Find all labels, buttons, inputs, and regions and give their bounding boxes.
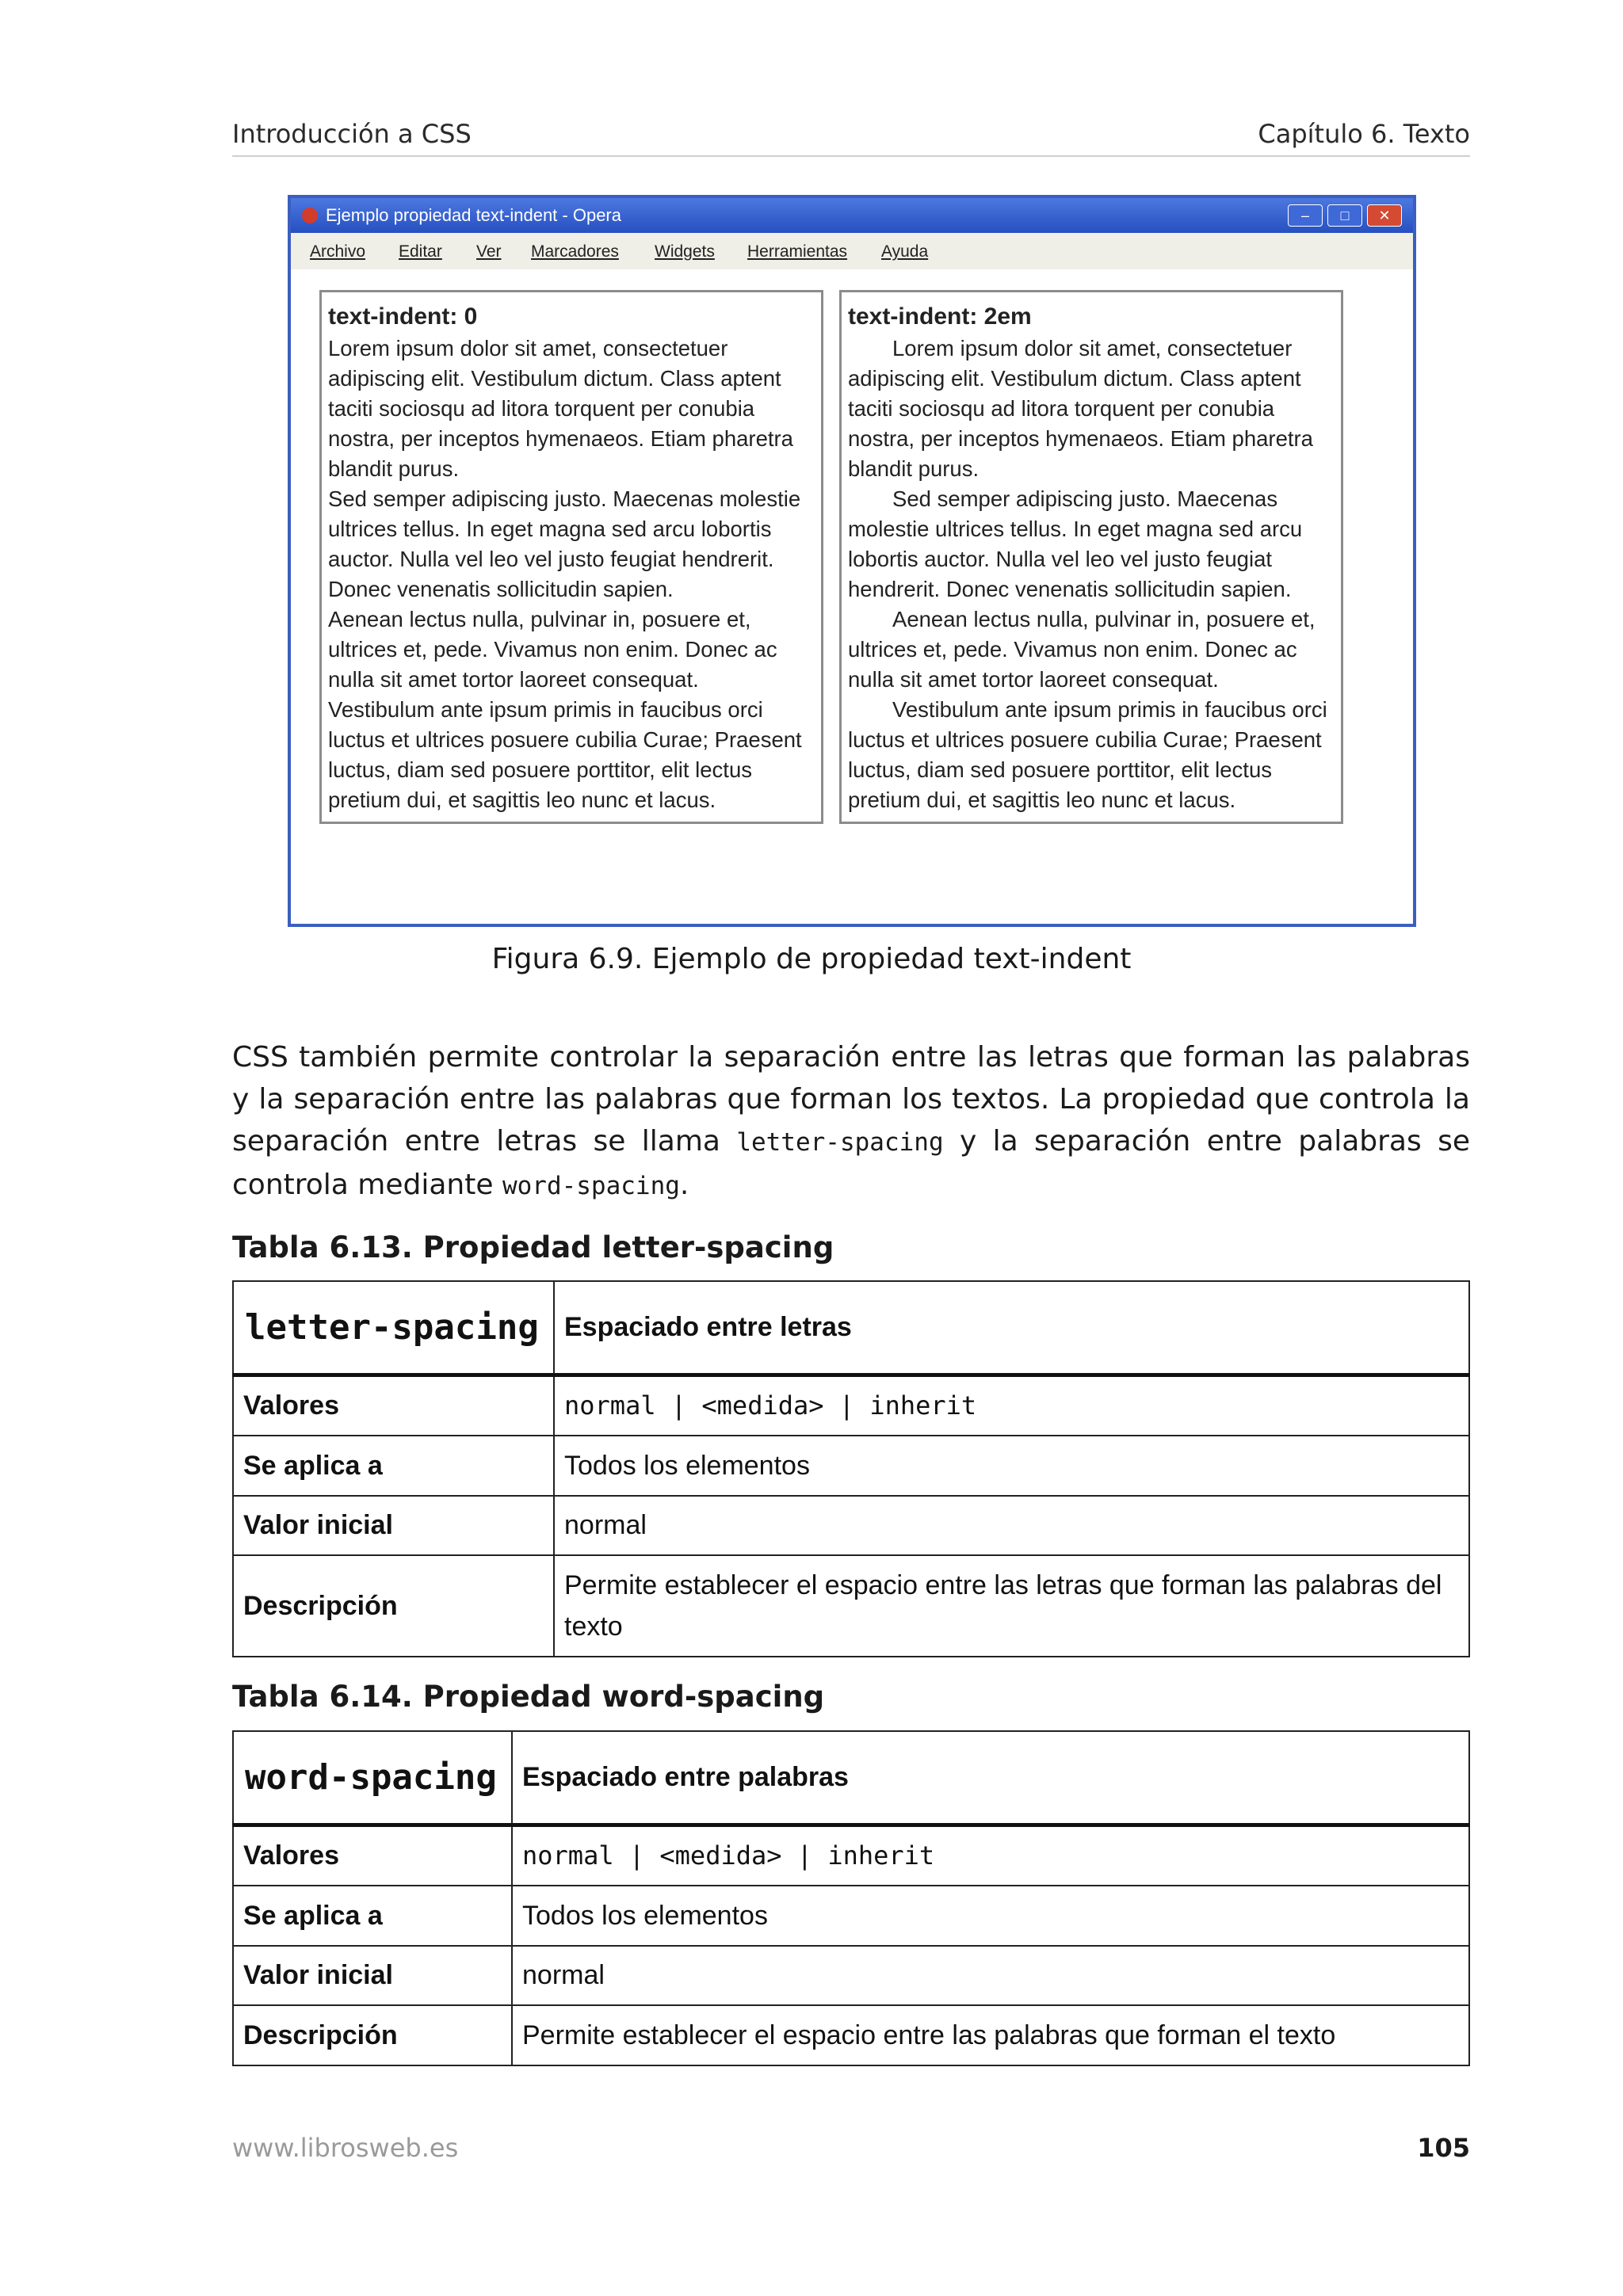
inline-code: letter-spacing xyxy=(736,1128,944,1157)
table-row xyxy=(233,1436,1469,1496)
demo-paragraph: Sed semper adipiscing justo. Maecenas molestie ultrices tellus. In eget magna sed arcu lobortis auctor. Nulla vel leo vel justo feugiat hendrerit. Donec venenatis sollicitudin sapien. xyxy=(848,486,1303,601)
table-row xyxy=(233,1825,1469,1886)
row-value: Permite establecer el espacio entre las palabras que forman el texto xyxy=(512,2005,1469,2065)
minimize-icon[interactable]: – xyxy=(1288,204,1323,227)
demo-paragraph: Vestibulum ante ipsum primis in faucibus orci luctus et ultrices posuere cubilia Curae; Praesent luctus, diam sed posuere porttitor, elit lectus pretium dui, et sagittis leo nunc et lacus. xyxy=(848,697,1327,812)
demo-paragraph: Vestibulum ante ipsum primis in faucibus orci luctus et ultrices posuere cubilia Curae; Praesent luctus, diam sed posuere porttitor, elit lectus pretium dui, et sagittis leo nunc et lacus. xyxy=(328,697,802,812)
property-summary: Espaciado entre palabras xyxy=(512,1731,1469,1825)
demo-heading-left: text-indent: 0 xyxy=(328,303,478,330)
property-name: letter-spacing xyxy=(233,1281,554,1375)
maximize-icon[interactable]: □ xyxy=(1327,204,1362,227)
row-value: normal xyxy=(554,1496,1469,1555)
row-value: Todos los elementos xyxy=(512,1886,1469,1946)
menu-item-ayuda[interactable]: Ayuda xyxy=(881,242,929,261)
row-label: Descripción xyxy=(233,1555,554,1657)
table-header-row xyxy=(233,1281,1469,1375)
demo-paragraph: Aenean lectus nulla, pulvinar in, posuere et, ultrices et, pede. Vivamus non enim. Donec ac nulla sit amet tortor laoreet consequat. xyxy=(848,607,1316,692)
window-titlebar xyxy=(291,198,1413,233)
row-label: Descripción xyxy=(233,2005,512,2065)
window-controls xyxy=(1283,204,1402,227)
menu-item-herramientas[interactable]: Herramientas xyxy=(747,242,848,261)
row-value: normal | <medida> | inherit xyxy=(512,1825,1469,1886)
row-label: Valor inicial xyxy=(233,1946,512,2005)
demo-paragraph: Sed semper adipiscing justo. Maecenas molestie ultrices tellus. In eget magna sed arcu lobortis auctor. Nulla vel leo vel justo feugiat hendrerit. Donec venenatis sollicitudin sapien. xyxy=(328,486,801,601)
row-label: Valores xyxy=(233,1825,512,1886)
demo-box-indent xyxy=(839,290,1343,824)
table-title: Tabla 6.14. Propiedad word-spacing xyxy=(232,1680,825,1714)
demo-paragraph: Lorem ipsum dolor sit amet, consectetuer adipiscing elit. Vestibulum dictum. Class aptent taciti sociosqu ad litora torquent per conubia nostra, per inceptos hymenaeos. Etiam pharetra blandit purus. xyxy=(848,336,1313,481)
table-row xyxy=(233,1496,1469,1555)
figure-caption: Figura 6.9. Ejemplo de propiedad text-indent xyxy=(491,943,1132,975)
close-icon[interactable]: ✕ xyxy=(1367,204,1402,227)
menu-item-widgets[interactable]: Widgets xyxy=(655,242,715,261)
menu-bar xyxy=(291,233,1413,269)
property-name: word-spacing xyxy=(233,1731,512,1825)
paragraph-text: . xyxy=(679,1169,689,1201)
property-table-word-spacing xyxy=(232,1730,1470,2066)
demo-paragraph: Aenean lectus nulla, pulvinar in, posuere et, ultrices et, pede. Vivamus non enim. Donec ac nulla sit amet tortor laoreet consequat. xyxy=(328,607,777,692)
page-number: 105 xyxy=(1417,2133,1470,2163)
table-title: Tabla 6.13. Propiedad letter-spacing xyxy=(232,1230,834,1264)
row-label: Valores xyxy=(233,1375,554,1436)
menu-item-editar[interactable]: Editar xyxy=(399,242,442,261)
row-label: Se aplica a xyxy=(233,1886,512,1946)
chapter-title: Capítulo 6. Texto xyxy=(1258,119,1470,149)
row-label: Se aplica a xyxy=(233,1436,554,1496)
demo-paragraph: Lorem ipsum dolor sit amet, consectetuer adipiscing elit. Vestibulum dictum. Class aptent taciti sociosqu ad litora torquent per conubia nostra, per inceptos hymenaeos. Etiam pharetra blandit purus. xyxy=(328,336,793,481)
table-header-row xyxy=(233,1731,1469,1825)
table-row xyxy=(233,2005,1469,2065)
menu-item-ver[interactable]: Ver xyxy=(476,242,502,261)
paragraph-text: CSS también permite controlar la separación entre las letras que forman las palabras y la separación entre las palabras que forman los textos. La propiedad que controla la separación entre letras se llama xyxy=(232,1041,1470,1158)
table-row xyxy=(233,1555,1469,1657)
window-title: Ejemplo propiedad text-indent - Opera xyxy=(326,205,621,225)
demo-heading-right: text-indent: 2em xyxy=(848,303,1032,330)
property-table-letter-spacing xyxy=(232,1280,1470,1657)
demo-box-no-indent xyxy=(319,290,823,824)
running-header xyxy=(232,119,1470,157)
row-value: Todos los elementos xyxy=(554,1436,1469,1496)
row-value: Permite establecer el espacio entre las letras que forman las palabras del texto xyxy=(554,1555,1469,1657)
row-value: normal | <medida> | inherit xyxy=(554,1375,1469,1436)
table-row xyxy=(233,1946,1469,2005)
menu-item-marcadores[interactable]: Marcadores xyxy=(531,242,619,261)
book-title: Introducción a CSS xyxy=(232,119,472,149)
browser-content xyxy=(291,269,1413,924)
property-summary: Espaciado entre letras xyxy=(554,1281,1469,1375)
table-row xyxy=(233,1886,1469,1946)
opera-logo-icon xyxy=(302,208,318,223)
table-row xyxy=(233,1375,1469,1436)
row-label: Valor inicial xyxy=(233,1496,554,1555)
browser-window-screenshot xyxy=(288,195,1416,927)
footer-site: www.librosweb.es xyxy=(232,2133,459,2163)
body-paragraph xyxy=(232,1036,1470,1207)
row-value: normal xyxy=(512,1946,1469,2005)
inline-code: word-spacing xyxy=(502,1172,680,1200)
menu-item-archivo[interactable]: Archivo xyxy=(310,242,366,261)
paragraph-text: y la separación entre palabras se controla mediante xyxy=(232,1125,1471,1201)
